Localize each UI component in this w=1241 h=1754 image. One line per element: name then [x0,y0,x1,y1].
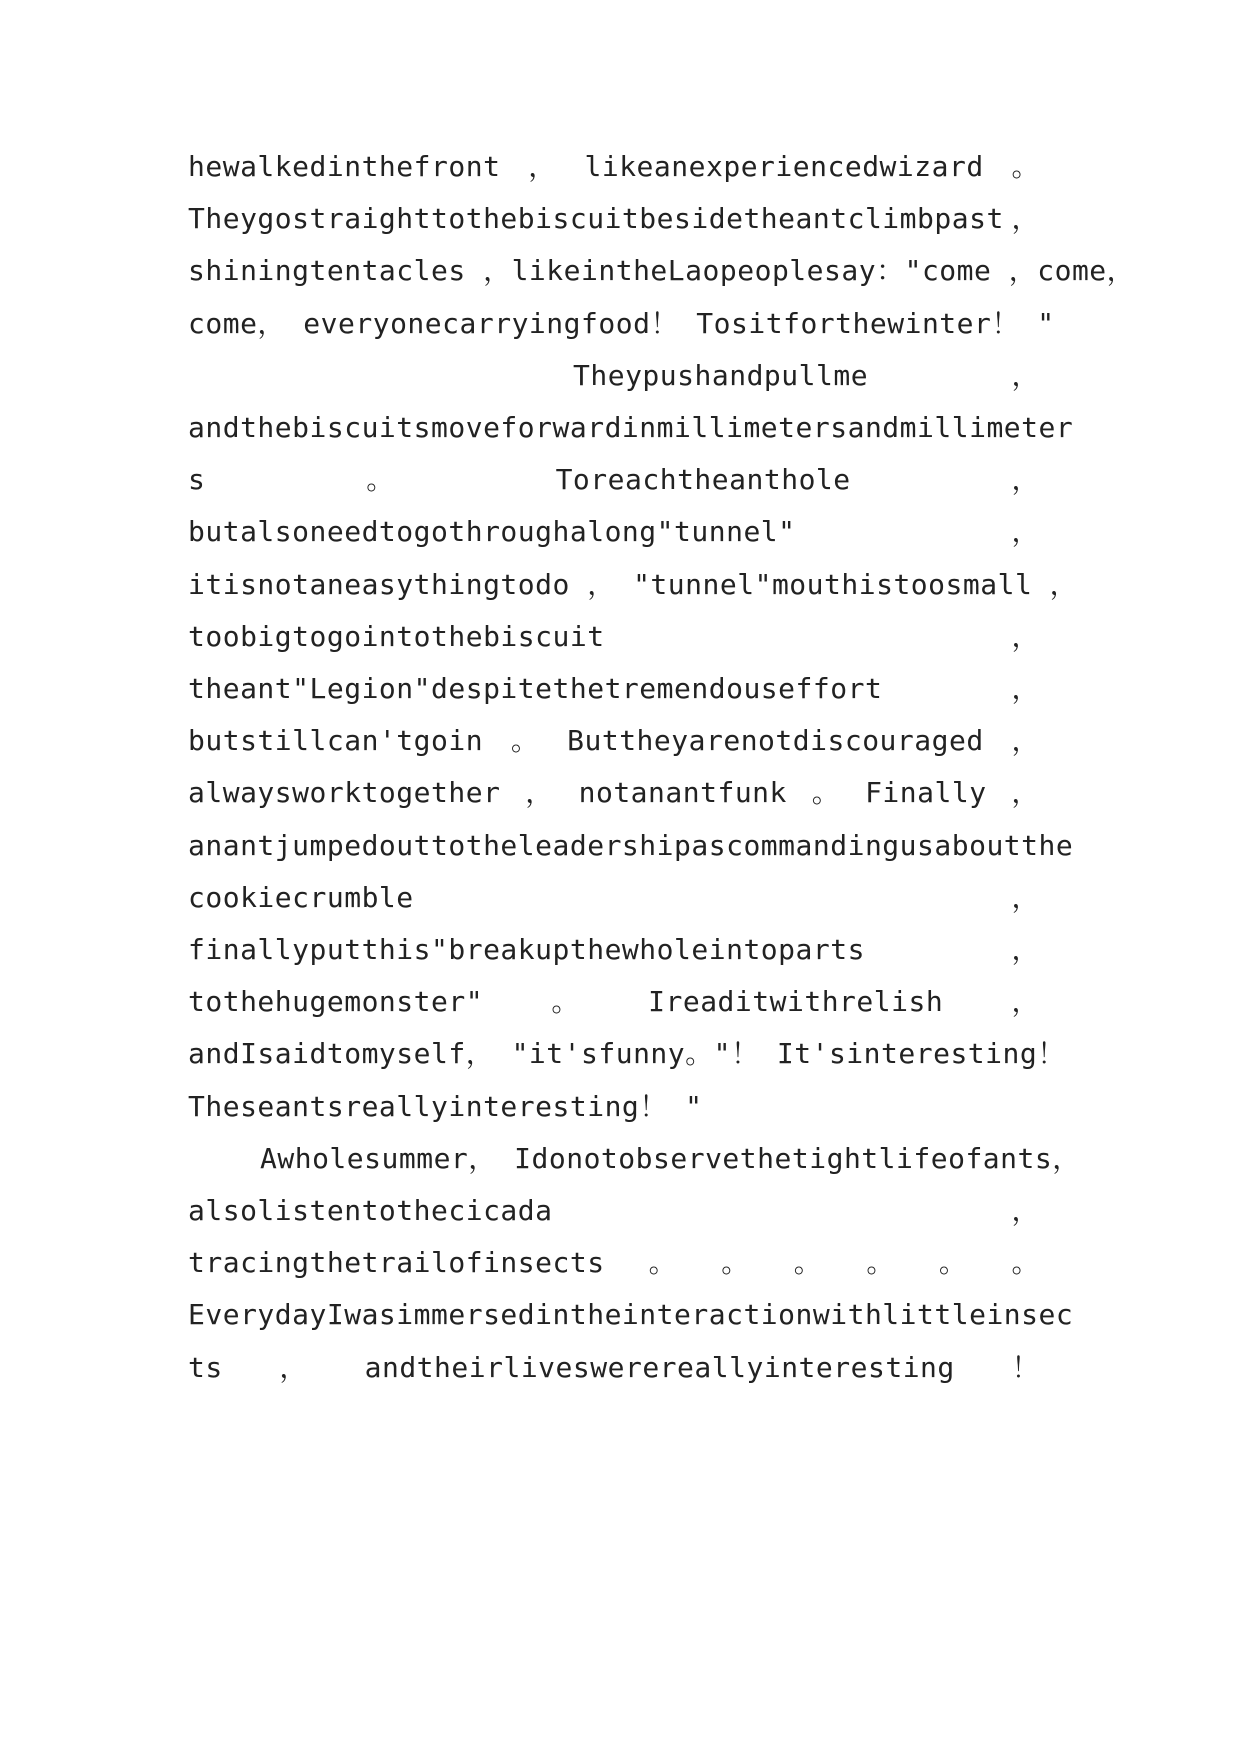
text-segment: ， [279,1350,308,1384]
text-segment: Buttheyarenotdiscouraged [567,724,984,758]
text-line [188,930,1040,970]
text-segment: ， [1011,933,1040,966]
text-segment: ， [525,776,554,810]
text-line [188,1191,1040,1231]
text-segment: anantjumpedouttotheleadershipascommandingusaboutthe [188,828,1074,862]
text-segment: andIsaidtomyself， "it'sfunny。"！ It'sinteresting！ [188,1037,1066,1071]
text-segment: cookiecrumble [188,880,414,914]
text-segment: ， [1011,515,1040,549]
text-segment: EverydayIwasimmersedintheinteractionwithlittleinsec [188,1298,1074,1332]
text-segment: tothehugemonster" [188,985,484,1019]
text-segment: butalsoneedtogothroughalong"tunnel" [188,515,796,549]
text-segment: alsolistentothecicada [188,1194,553,1227]
text-line [188,721,1040,761]
text-line [188,878,1040,918]
text-segment: ！ [1011,1350,1040,1384]
text-segment: finallyputthis"breakupthewholeintoparts [188,933,865,966]
text-segment: come， everyonecarryingfood！ Tositforthewinter！ " [188,306,1055,340]
text-segment: Awholesummer， Idonotobservethetightlifeofants， [260,1141,1081,1175]
text-segment: ， [1011,1194,1040,1227]
text-line [188,147,1040,187]
text-segment: 。 [866,1246,895,1280]
text-line [188,1295,1074,1335]
text-segment: toobigtogointothebiscuit [188,619,605,653]
text-segment: ， [1011,672,1040,705]
text-line [188,512,1040,552]
text-segment: 。 [721,1246,750,1280]
text-segment: butstillcan'tgoin [188,724,484,758]
text-line [188,460,1040,500]
text-segment: ， [1011,985,1040,1019]
text-segment: Ireaditwithrelish [648,985,944,1019]
text-segment: 。 [510,724,540,758]
text-segment: andthebiscuitsmoveforwardinmillimetersandmillimeter [188,411,1074,444]
text-line [188,199,1040,239]
text-line [188,1348,1040,1388]
text-segment: tracingthetrailofinsects [188,1246,605,1280]
text-segment: ， [1011,776,1040,810]
text-segment: Finally [865,776,987,810]
text-segment: 。 [811,776,841,810]
text-segment: 。 [1011,150,1040,183]
text-segment: ， [1011,202,1040,236]
text-line [188,773,1040,813]
text-line [260,1139,1081,1179]
text-line [188,251,1136,291]
text-line [188,669,1040,709]
text-segment: Theseantsreallyinteresting！ " [188,1089,703,1123]
text-segment: ， [1011,463,1040,497]
text-segment: 。 [551,985,580,1019]
text-segment: Toreachtheanthole [555,463,851,497]
text-segment: alwaysworktogether [188,776,501,810]
text-line [573,356,1040,396]
text-segment: ， [1011,619,1040,653]
text-line [188,982,1040,1022]
text-segment: 。 [793,1246,823,1280]
text-segment: hewalkedinthefront [188,150,501,183]
text-segment: 。 [938,1246,968,1280]
text-segment: itisnotaneasythingtodo ， "tunnel"mouthistoosmall ， [188,567,1079,601]
text-segment: 。 [1011,1246,1040,1280]
text-segment: notanantfunk [578,776,787,810]
text-line [188,1034,1066,1074]
text-segment: ， [1011,724,1040,758]
text-segment: andtheirliveswerereallyinteresting [364,1350,955,1384]
text-segment: likeanexperiencedwizard [584,150,984,183]
text-segment: theant"Legion"despitethetremendouseffort [188,672,883,705]
text-segment: 。 [648,1246,678,1280]
text-segment: shiningtentacles ，likeintheLaopeoplesay："come ，come， [188,254,1136,288]
text-segment: ， [1011,880,1040,914]
text-segment: s [188,463,206,497]
text-segment: 。 [366,463,395,497]
text-line [188,565,1079,605]
text-segment: ， [528,150,557,183]
text-segment: ts [188,1350,223,1384]
text-line [188,617,1040,657]
text-segment: Theypushandpullme [573,358,869,392]
text-line [188,826,1074,866]
text-line [188,408,1074,448]
text-line [188,1243,1040,1283]
text-line [188,304,1055,344]
text-segment: Theygostraighttothebiscuitbesidetheantclimbpast [188,202,1004,236]
text-line [188,1087,1040,1127]
text-segment: ， [1011,358,1040,392]
